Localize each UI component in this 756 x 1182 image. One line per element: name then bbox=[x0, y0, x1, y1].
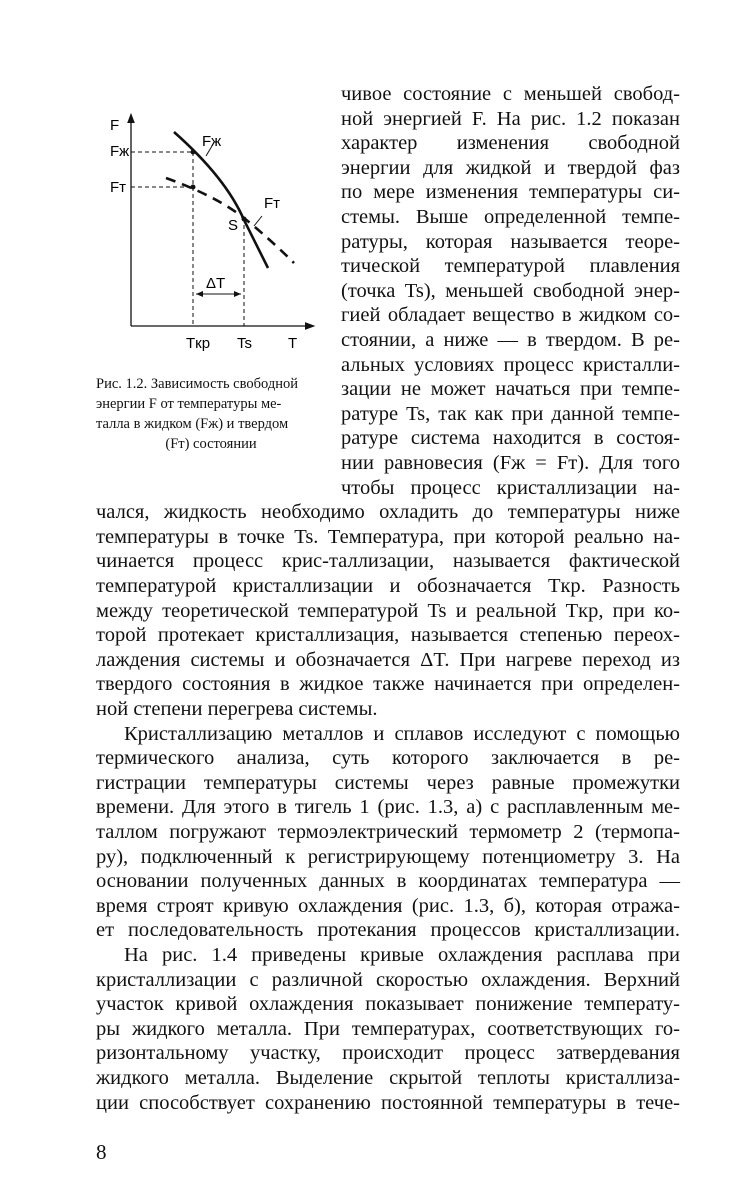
axis-label-t: T bbox=[288, 335, 298, 352]
body-line: (точка Ts), меньшей свободной энер- bbox=[341, 279, 680, 302]
label-f-solid-curve: Fт bbox=[264, 195, 281, 212]
label-point-s: S bbox=[228, 217, 239, 234]
body-line: чался, жидкость необходимо охладить до температуры ниже bbox=[96, 501, 680, 524]
body-line: лаждения системы и обозначается ΔT. При нагреве переход из bbox=[96, 648, 680, 671]
label-f-solid-axis: Fт bbox=[110, 179, 127, 196]
figure-caption-line: Рис. 1.2. Зависимость свободной bbox=[96, 376, 298, 392]
body-line: торой протекает кристаллизация, называется степенью переох- bbox=[96, 624, 680, 647]
figure-caption-line: талла в жидком (Fж) и твердом bbox=[96, 416, 289, 432]
body-line: ры жидкого металла. При температурах, соответствующих го- bbox=[96, 1017, 680, 1040]
body-line: температурой кристаллизации и обозначается Tкр. Разность bbox=[96, 575, 680, 597]
body-line: ратуре Ts, так как при данной темпе- bbox=[341, 402, 680, 425]
body-line: участок кривой охлаждения показывает понижение температу- bbox=[96, 993, 680, 1016]
body-line: ной энергией F. На рис. 1.2 показан bbox=[341, 107, 680, 130]
body-line: температуры в точке Ts. Температура, при которой реально на- bbox=[96, 525, 680, 548]
body-line: по мере изменения температуры си- bbox=[341, 181, 680, 204]
body-line: чинается процесс крис-таллизации, называется фактической bbox=[96, 550, 680, 573]
body-line: стоянии, а ниже — в твердом. В ре- bbox=[341, 329, 680, 351]
body-line: чтобы процесс кристаллизации на- bbox=[341, 476, 680, 499]
body-line: ет последовательность протекания процессов кристаллизации. bbox=[96, 919, 680, 942]
body-line: стемы. Выше определенной темпе- bbox=[341, 206, 680, 228]
label-f-liquid-curve: Fж bbox=[202, 133, 222, 150]
body-line: времени. Для этого в тигель 1 (рис. 1.3, а) с расплавленным ме- bbox=[96, 796, 680, 819]
body-line: ции способствует сохранению постоянной температуры в тече- bbox=[96, 1091, 680, 1114]
body-line: таллом погружают термоэлектрический термометр 2 (термопа- bbox=[96, 821, 680, 843]
figure-caption-line: энергии F от температуры ме- bbox=[96, 396, 282, 412]
body-line: ру), подключенный к регистрирующему потенциометру 3. На bbox=[96, 845, 680, 868]
body-line: ризонтальному участку, происходит процесс затвердевания bbox=[96, 1042, 680, 1065]
body-line: чивое состояние с меньшей свобод- bbox=[341, 83, 680, 105]
body-line: термического анализа, суть которого заключается в ре- bbox=[96, 747, 680, 770]
label-t-kr: Tкр bbox=[186, 335, 211, 352]
label-f-liquid-axis: Fж bbox=[110, 143, 130, 160]
label-delta-t: ΔT bbox=[206, 275, 226, 292]
paragraph-first-line: На рис. 1.4 приведены кривые охлаждения расплава при bbox=[124, 944, 680, 966]
body-line: зации не может начаться при темпе- bbox=[341, 378, 680, 401]
body-line: гией обладает вещество в жидком со- bbox=[341, 304, 680, 327]
body-line: ратуры, которая называется теоре- bbox=[341, 230, 680, 253]
figure-caption-line: (Fт) состоянии bbox=[165, 436, 257, 452]
body-line: основании полученных данных в координатах температура — bbox=[96, 870, 680, 893]
body-line: между теоретической температурой Ts и реальной Tкр, при ко- bbox=[96, 599, 680, 622]
body-line: ратуре система находится в состоя- bbox=[341, 427, 680, 450]
body-line: альных условиях процесс кристалли- bbox=[341, 353, 680, 376]
body-line: кристаллизации с различной скоростью охлаждения. Верхний bbox=[96, 968, 680, 991]
body-line: ной степени перегрева системы. bbox=[96, 698, 378, 720]
body-line: нии равновесия (Fж = Fт). Для того bbox=[341, 452, 680, 474]
label-t-s: Ts bbox=[237, 335, 252, 352]
paragraph-first-line: Кристаллизацию металлов и сплавов исследуют с помощью bbox=[124, 722, 680, 745]
body-line: время строят кривую охлаждения (рис. 1.3, б), которая отража- bbox=[96, 894, 680, 917]
body-line: характер изменения свободной bbox=[341, 132, 680, 155]
body-line: твердого состояния в жидкое также начинается при определен- bbox=[96, 673, 680, 696]
body-line: жидкого металла. Выделение скрытой теплоты кристаллиза- bbox=[96, 1067, 680, 1089]
body-line: тической температурой плавления bbox=[341, 255, 680, 278]
axis-label-f: F bbox=[110, 117, 120, 134]
page-number: 8 bbox=[96, 1140, 107, 1164]
body-line: гистрации температуры системы через равные промежутки bbox=[96, 771, 680, 794]
body-line: энергии для жидкой и твердой фаз bbox=[341, 156, 680, 179]
figure-free-energy bbox=[96, 108, 326, 373]
